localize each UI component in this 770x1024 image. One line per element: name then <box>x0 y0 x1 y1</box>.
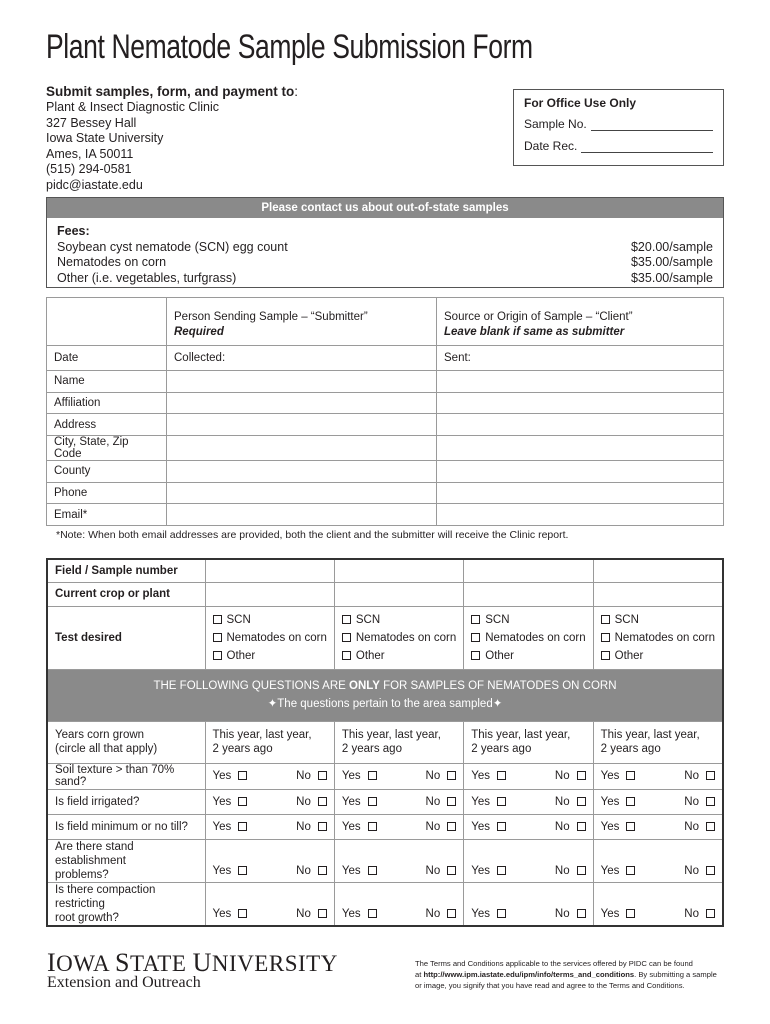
test-option[interactable]: Nematodes on corn <box>471 629 585 647</box>
office-use-title: For Office Use Only <box>524 96 637 110</box>
question-row <box>47 839 723 882</box>
no-option[interactable]: No <box>426 796 457 808</box>
date-rec-row <box>524 139 713 153</box>
out-of-state-banner: Please contact us about out-of-state samples <box>47 198 723 218</box>
checkbox-icon <box>368 771 377 780</box>
yes-option[interactable]: Yes <box>471 908 506 920</box>
no-option[interactable]: No <box>555 821 586 833</box>
question-row <box>47 882 723 926</box>
yes-option[interactable]: Yes <box>213 865 248 877</box>
test-option[interactable]: SCN <box>471 611 585 629</box>
checkbox-icon[interactable] <box>213 615 222 624</box>
submitter-city-field[interactable] <box>167 436 437 461</box>
test-option[interactable]: SCN <box>342 611 456 629</box>
row-label: Email* <box>47 504 167 526</box>
test-options <box>334 606 463 669</box>
checkbox-icon[interactable] <box>213 651 222 660</box>
submit-heading: Submit samples, form, and payment to: <box>46 84 299 99</box>
yes-option[interactable]: Yes <box>471 770 506 782</box>
checkbox-icon <box>626 771 635 780</box>
checkbox-icon <box>626 866 635 875</box>
sample-no-row <box>524 117 713 131</box>
checkbox-icon <box>368 909 377 918</box>
submitter-address-field[interactable] <box>167 414 437 436</box>
checkbox-icon <box>447 797 456 806</box>
checkbox-icon[interactable] <box>471 633 480 642</box>
fees-box <box>46 197 724 288</box>
submitter-phone-field[interactable] <box>167 482 437 504</box>
no-option[interactable]: No <box>555 770 586 782</box>
checkbox-icon <box>497 771 506 780</box>
test-option[interactable]: SCN <box>601 611 715 629</box>
checkbox-icon <box>497 797 506 806</box>
sample-no-field[interactable] <box>591 121 713 131</box>
checkbox-icon <box>577 909 586 918</box>
no-option[interactable]: No <box>684 821 715 833</box>
checkbox-icon[interactable] <box>601 615 610 624</box>
no-option[interactable]: No <box>296 865 327 877</box>
checkbox-icon <box>318 771 327 780</box>
no-option[interactable]: No <box>555 865 586 877</box>
checkbox-icon <box>706 771 715 780</box>
no-option[interactable]: No <box>296 770 327 782</box>
yes-option[interactable]: Yes <box>601 770 636 782</box>
address-line: 327 Bessey Hall <box>46 115 137 130</box>
field-sample-label: Field / Sample number <box>47 559 205 582</box>
sent-field[interactable]: Sent: <box>437 346 724 371</box>
checkbox-icon <box>706 797 715 806</box>
sample-cell[interactable] <box>464 559 593 582</box>
checkbox-icon <box>577 866 586 875</box>
yes-option[interactable]: Yes <box>342 770 377 782</box>
address-line: Iowa State University <box>46 131 164 146</box>
fee-row: Nematodes on corn $35.00/sample <box>57 255 713 270</box>
address-line[interactable]: pidc@iastate.edu <box>46 177 143 192</box>
isu-logo: IOWA STATE UNIVERSITY <box>47 948 338 977</box>
test-option[interactable]: SCN <box>213 611 327 629</box>
sample-cell[interactable] <box>334 559 463 582</box>
test-option[interactable]: Nematodes on corn <box>601 629 715 647</box>
row-label: Phone <box>47 482 167 504</box>
checkbox-icon <box>447 866 456 875</box>
checkbox-icon <box>497 822 506 831</box>
email-note: *Note: When both email addresses are provided, both the client and the submitter will receive the Clinic report. <box>56 529 569 541</box>
submitter-name-field[interactable] <box>167 371 437 393</box>
checkbox-icon <box>577 797 586 806</box>
checkbox-icon[interactable] <box>213 633 222 642</box>
checkbox-icon[interactable] <box>601 633 610 642</box>
checkbox-icon[interactable] <box>342 633 351 642</box>
office-use-box <box>513 89 724 166</box>
sample-cell[interactable] <box>205 559 334 582</box>
test-option[interactable]: Nematodes on corn <box>213 629 327 647</box>
sample-table <box>46 558 724 927</box>
checkbox-icon <box>368 822 377 831</box>
checkbox-icon <box>447 909 456 918</box>
no-option[interactable]: No <box>426 908 457 920</box>
test-label: Test desired <box>47 606 205 669</box>
checkbox-icon <box>447 771 456 780</box>
no-option[interactable]: No <box>684 865 715 877</box>
test-options <box>464 606 593 669</box>
years-label: Years corn grown (circle all that apply) <box>47 721 205 763</box>
yes-option[interactable]: Yes <box>213 770 248 782</box>
checkbox-icon <box>706 866 715 875</box>
sample-cell[interactable] <box>593 559 723 582</box>
test-option[interactable]: Other <box>213 647 327 665</box>
date-label: Date <box>47 346 167 371</box>
question-label: Is there compaction restricting root growth? <box>47 882 205 926</box>
date-rec-field[interactable] <box>581 143 713 153</box>
yes-option[interactable]: Yes <box>471 865 506 877</box>
checkbox-icon <box>318 909 327 918</box>
checkbox-icon[interactable] <box>471 651 480 660</box>
yes-option[interactable]: Yes <box>213 821 248 833</box>
yes-option[interactable]: Yes <box>471 821 506 833</box>
checkbox-icon <box>318 822 327 831</box>
submitter-affiliation-field[interactable] <box>167 392 437 414</box>
no-option[interactable]: No <box>296 796 327 808</box>
checkbox-icon <box>706 909 715 918</box>
address-line: Ames, IA 50011 <box>46 146 134 161</box>
submitter-header: Person Sending Sample – “Submitter” Required <box>167 298 437 346</box>
address-line: (515) 294-0581 <box>46 162 132 177</box>
no-option[interactable]: No <box>296 821 327 833</box>
client-county-field[interactable] <box>437 461 724 483</box>
test-option[interactable]: Other <box>471 647 585 665</box>
contact-table <box>46 297 724 526</box>
question-row <box>47 814 723 839</box>
checkbox-icon <box>238 909 247 918</box>
terms-link[interactable]: http://www.ipm.iastate.edu/ipm/info/terms_and_conditions <box>423 970 635 979</box>
row-label: County <box>47 461 167 483</box>
checkbox-icon[interactable] <box>342 651 351 660</box>
corn-questions-banner: THE FOLLOWING QUESTIONS ARE ONLY FOR SAMPLES OF NEMATODES ON CORN ✦The questions pertain to the area sampled✦ <box>47 669 723 721</box>
test-option[interactable]: Other <box>342 647 456 665</box>
question-label: Soil texture > than 70% sand? <box>47 763 205 789</box>
page-title: Plant Nematode Sample Submission Form <box>46 28 533 66</box>
checkbox-icon <box>238 866 247 875</box>
no-option[interactable]: No <box>426 821 457 833</box>
sample-no-label: Sample No. <box>524 117 587 131</box>
question-label: Are there stand establishment problems? <box>47 839 205 882</box>
test-options <box>593 606 723 669</box>
question-row <box>47 789 723 814</box>
yes-option[interactable]: Yes <box>601 908 636 920</box>
years-option[interactable]: This year, last year, 2 years ago <box>593 721 723 763</box>
checkbox-icon[interactable] <box>471 615 480 624</box>
checkbox-icon <box>238 822 247 831</box>
date-rec-label: Date Rec. <box>524 139 578 153</box>
extension-outreach: Extension and Outreach <box>47 974 201 991</box>
checkbox-icon <box>706 822 715 831</box>
checkbox-icon <box>577 822 586 831</box>
no-option[interactable]: No <box>555 796 586 808</box>
row-label: Name <box>47 371 167 393</box>
no-option[interactable]: No <box>555 908 586 920</box>
checkbox-icon <box>238 797 247 806</box>
submit-address <box>46 100 219 194</box>
fee-row: Other (i.e. vegetables, turfgrass) $35.00/sample <box>57 271 713 286</box>
client-address-field[interactable] <box>437 414 724 436</box>
no-option[interactable]: No <box>426 770 457 782</box>
client-phone-field[interactable] <box>437 482 724 504</box>
fees-heading: Fees: <box>57 224 90 238</box>
client-name-field[interactable] <box>437 371 724 393</box>
client-header: Source or Origin of Sample – “Client” Leave blank if same as submitter <box>437 298 724 346</box>
years-option[interactable]: This year, last year, 2 years ago <box>334 721 463 763</box>
no-option[interactable]: No <box>684 908 715 920</box>
checkbox-icon <box>318 866 327 875</box>
no-option[interactable]: No <box>684 796 715 808</box>
test-options <box>205 606 334 669</box>
question-label: Is field minimum or no till? <box>47 814 205 839</box>
collected-field[interactable]: Collected: <box>167 346 437 371</box>
checkbox-icon[interactable] <box>342 615 351 624</box>
checkbox-icon <box>368 866 377 875</box>
checkbox-icon <box>577 771 586 780</box>
address-line: Plant & Insect Diagnostic Clinic <box>46 100 219 114</box>
fee-row: Soybean cyst nematode (SCN) egg count $20.00/sample <box>57 239 713 254</box>
crop-cell[interactable] <box>334 582 463 606</box>
yes-option[interactable]: Yes <box>342 865 377 877</box>
no-option[interactable]: No <box>296 908 327 920</box>
crop-cell[interactable] <box>593 582 723 606</box>
no-option[interactable]: No <box>426 865 457 877</box>
yes-option[interactable]: Yes <box>342 796 377 808</box>
no-option[interactable]: No <box>684 770 715 782</box>
checkbox-icon <box>368 797 377 806</box>
years-option[interactable]: This year, last year, 2 years ago <box>464 721 593 763</box>
yes-option[interactable]: Yes <box>471 796 506 808</box>
row-label: Affiliation <box>47 392 167 414</box>
checkbox-icon <box>497 866 506 875</box>
question-row <box>47 763 723 789</box>
crop-cell[interactable] <box>205 582 334 606</box>
checkbox-icon <box>626 797 635 806</box>
test-option[interactable]: Nematodes on corn <box>342 629 456 647</box>
checkbox-icon <box>497 909 506 918</box>
client-city-field[interactable] <box>437 436 724 461</box>
checkbox-icon <box>318 797 327 806</box>
checkbox-icon <box>626 909 635 918</box>
submitter-email-field[interactable] <box>167 504 437 526</box>
checkbox-icon <box>238 771 247 780</box>
checkbox-icon <box>626 822 635 831</box>
row-label: Address <box>47 414 167 436</box>
yes-option[interactable]: Yes <box>342 821 377 833</box>
crop-label: Current crop or plant <box>47 582 205 606</box>
crop-cell[interactable] <box>464 582 593 606</box>
checkbox-icon[interactable] <box>601 651 610 660</box>
yes-option[interactable]: Yes <box>601 865 636 877</box>
row-label: City, State, Zip Code <box>47 436 167 461</box>
yes-option[interactable]: Yes <box>601 796 636 808</box>
yes-option[interactable]: Yes <box>213 796 248 808</box>
years-option[interactable]: This year, last year, 2 years ago <box>205 721 334 763</box>
submitter-county-field[interactable] <box>167 461 437 483</box>
client-email-field[interactable] <box>437 504 724 526</box>
yes-option[interactable]: Yes <box>213 908 248 920</box>
checkbox-icon <box>447 822 456 831</box>
test-option[interactable]: Other <box>601 647 715 665</box>
yes-option[interactable]: Yes <box>342 908 377 920</box>
client-affiliation-field[interactable] <box>437 392 724 414</box>
yes-option[interactable]: Yes <box>601 821 636 833</box>
question-label: Is field irrigated? <box>47 789 205 814</box>
terms-text: The Terms and Conditions applicable to the services offered by PIDC can be found at http://www.ipm.iastate.edu/ipm/info/terms_and_conditions. By submitting a sample or image, you signify that you have read and agree to the Terms and Conditions. <box>415 959 717 990</box>
